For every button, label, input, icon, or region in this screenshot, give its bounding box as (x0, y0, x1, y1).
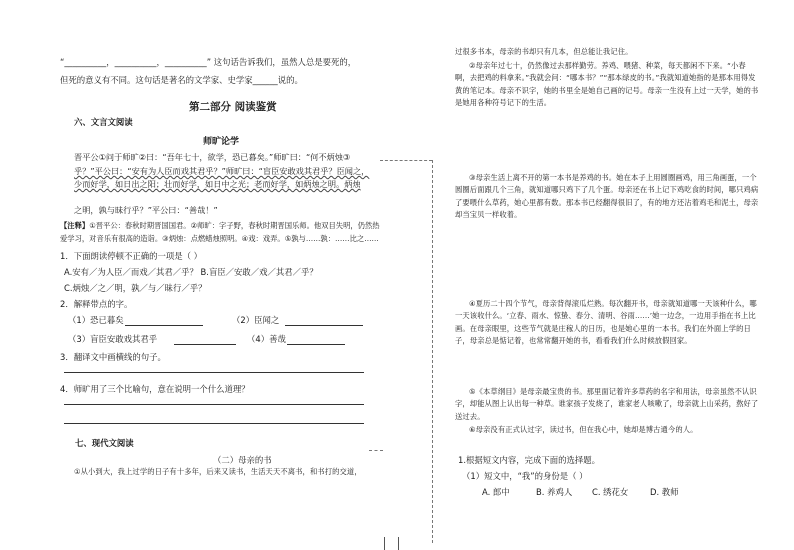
q2-item-3: （3）盲臣安敢戏其君乎 (68, 334, 158, 344)
classic-line-2 (74, 165, 370, 191)
section7-title: 七、现代文阅读 (75, 438, 134, 448)
right-paragraph-6: ⑥母亲没有正式认过字，读过书，但在我心中，她却是博古通今的人。 (469, 425, 698, 434)
q2-item-1: （1）恐已暮矣 (68, 315, 124, 325)
answer-line[interactable] (125, 325, 203, 326)
question-2: 2．解释带点的字。 (60, 299, 133, 309)
question-1-options-2: C.炳烛／之／明，孰／与／昧行／乎？ (64, 283, 207, 293)
option-c[interactable]: C. 绣花女 (592, 487, 629, 497)
notes-label: 【注释】 (60, 221, 90, 230)
classic-line-3: 之明，孰与昧行乎？”平公曰：“善哉！” (74, 205, 218, 215)
answer-line[interactable] (287, 344, 345, 345)
right-paragraph-5: ⑤《本草纲目》是母亲最宝贵的书。那里面记着许多草药的名字和用法，母亲虽然不认识字，却能从图上认出每一种草。谁家孩子发烧了，谁家老人咳嗽了，母亲就上山采药，熬好了送过去。 (455, 387, 759, 421)
choice-question-1: （1）短文中，“我”的身份是（ ） (462, 471, 588, 481)
question-1: 1．下面朗读停顿不正确的一项是（ ） (60, 251, 202, 261)
option-b[interactable]: B. 养鸡人 (536, 487, 573, 497)
modern-first-line: ①从小到大，我上过学的日子有十多年，后来又读书，生活天天不离书，和书打的交道， (74, 467, 362, 476)
notes-line-1: 【注释】①晋平公：春秋时期晋国国君。②师旷：字子野，春秋时期晋国乐师。他双目失明，仍然热 (60, 221, 380, 230)
right-paragraph-1: 过很多书本，母亲的书却只有几本，但总能让我记住。 (455, 47, 633, 56)
part-title: 第二部分 阅读鉴赏 (189, 101, 277, 113)
answer-line[interactable] (64, 404, 364, 405)
section6-title: 六、文言文阅读 (74, 117, 133, 127)
answer-line[interactable] (64, 372, 364, 373)
question-3: 3．翻译文中画横线的句子。 (60, 352, 166, 362)
classic-underlined-sentence: 乎？”平公曰：“安有为人臣而戏其君乎？”师旷曰：“盲臣安敢戏其君乎？臣闻之，少而好学，如日出之阳；壮而好学，如日中之光；老而好学，如炳烛之明。炳烛 (74, 166, 370, 189)
answer-line[interactable] (285, 325, 363, 326)
option-a[interactable]: A. 郎中 (482, 487, 510, 497)
right-paragraph-3: ③母亲生活上离不开的第一本书是养鸡的书。她在本子上用圆圈画鸡，用三角画蛋，一个圆圈后面跟几个三角，就知道哪只鸡下了几个蛋。母亲还在书上记下鸡吃食的时间，哪只鸡病了要喂什么草药，她心里都有数。那本书已经翻得很旧了，有的地方还沾着鸡毛和泥土，母亲却当宝贝一样收着。 (455, 173, 759, 220)
binding-dash-line (432, 160, 433, 543)
fold-mark (384, 537, 385, 550)
classic-line-1: 晋平公①问于师旷②曰：“吾年七十，欲学，恐已暮矣。”师旷曰：“何不炳烛③ (74, 152, 351, 162)
question-4: 4．师旷用了三个比喻句，意在说明一个什么道理？ (60, 384, 250, 394)
binding-dash-top (380, 160, 432, 161)
modern-title: （二）母亲的书 (213, 455, 272, 465)
intro-line-1: “__________，__________，__________” 这句话告诉我们，虽然人总是要死的， (60, 57, 357, 67)
choice-questions-title: 1.根据短文内容，完成下面的选择题。 (458, 455, 600, 465)
answer-line[interactable] (64, 423, 364, 424)
q2-item-2: （2）臣闻之 (232, 315, 280, 325)
binding-dash-bottom (369, 450, 383, 451)
right-paragraph-4: ④夏历二十四个节气，母亲背得滚瓜烂熟。每次翻开书，母亲就知道哪一天该种什么，哪一天该收什么。‘立春、雨水、惊蛰、春分、清明、谷雨……’她一边念，一边用手指在书上比画。在母亲眼里，这些节气就是庄稼人的日历，也是她心里的一本书。我们在外面上学的日子，母亲总是惦记着，也常常翻开她的书，看看我们什么时候放假回家。 (455, 299, 757, 346)
q2-item-4: （4）善哉 (247, 334, 286, 344)
answer-line[interactable] (174, 344, 236, 345)
classic-title: 师旷论学 (203, 137, 240, 147)
right-paragraph-2: ②母亲年过七十，仍然像过去那样勤劳。养鸡、喂猪、种菜，每天都闲不下来。“小春啊，去把鸡的料拿来。”我就会问：“哪本书？”“那本绿皮的书。”我就知道她指的是那本用得发黄的笔记本。母亲不识字，她的书里全是她自己画的记号。母亲一生没有上过一天学，她的书是她用各种符号记下的生活。 (455, 61, 759, 108)
fold-mark (398, 537, 399, 550)
notes-line-2: 爱学习，对音乐有很高的造诣。③炳烛：点燃蜡烛照明。④戏：戏弄。⑤孰与……孰：……比之…… (60, 234, 379, 243)
question-1-options: A.安有／为人臣／而戏／其君／乎？ B.盲臣／安敢／戏／其君／乎？ (64, 267, 318, 277)
intro-line-2: 但死的意义有不同。这句话是著名的文学家、史学家______说的。 (60, 75, 303, 85)
option-d[interactable]: D. 教师 (650, 487, 679, 497)
